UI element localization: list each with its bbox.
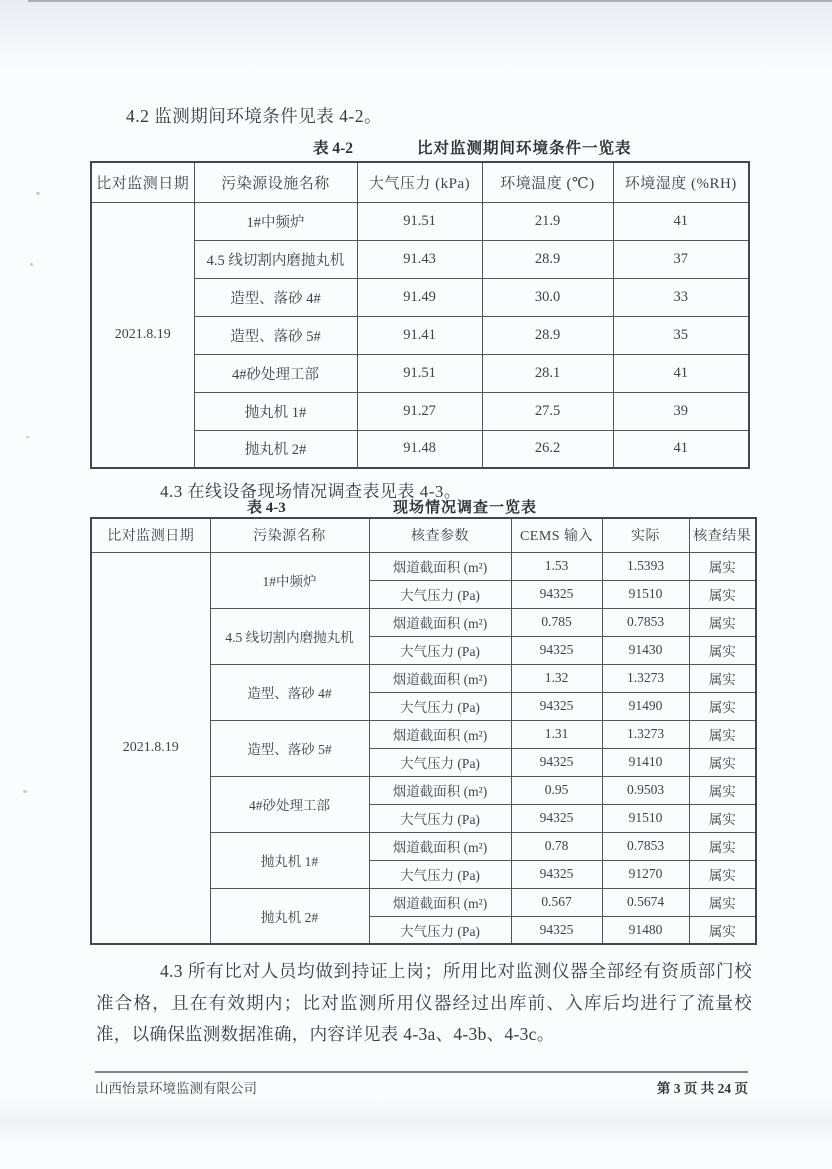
scan-speck — [36, 192, 40, 195]
humidity-cell: 41 — [613, 202, 749, 240]
scan-speck — [30, 263, 33, 266]
cems-cell: 94325 — [511, 636, 602, 664]
source-name-cell: 4.5 线切割内磨抛丸机 — [210, 608, 369, 664]
param-cell: 烟道截面积 (m²) — [369, 720, 511, 748]
section-4-2-heading: 4.2 监测期间环境条件见表 4-2。 — [126, 106, 382, 126]
actual-cell: 0.7853 — [602, 608, 689, 636]
pressure-cell: 91.51 — [357, 202, 482, 240]
result-cell: 属实 — [689, 692, 756, 720]
cems-cell: 94325 — [511, 692, 602, 720]
column-header: 污染源设施名称 — [194, 162, 357, 202]
scan-top-edge — [28, 0, 832, 2]
humidity-cell: 35 — [613, 316, 749, 354]
table-4-3-caption-label: 表 4-3 — [247, 500, 286, 516]
humidity-cell: 39 — [613, 392, 749, 430]
cems-cell: 0.567 — [511, 888, 602, 916]
param-cell: 烟道截面积 (m²) — [369, 608, 511, 636]
actual-cell: 1.5393 — [602, 552, 689, 580]
cems-cell: 1.32 — [511, 664, 602, 692]
actual-cell: 91510 — [602, 580, 689, 608]
column-header: 污染源名称 — [210, 518, 369, 552]
result-cell: 属实 — [689, 552, 756, 580]
actual-cell: 0.7853 — [602, 832, 689, 860]
cems-cell: 0.95 — [511, 776, 602, 804]
scan-speck — [23, 790, 27, 793]
pressure-cell: 91.49 — [357, 278, 482, 316]
result-cell: 属实 — [689, 916, 756, 944]
actual-cell: 91510 — [602, 804, 689, 832]
table-4-3-caption-title: 现场情况调查一览表 — [393, 500, 538, 516]
source-name-cell: 造型、落砂 5# — [210, 720, 369, 776]
column-header: 核查结果 — [689, 518, 756, 552]
result-cell: 属实 — [689, 720, 756, 748]
scan-top-band — [0, 0, 832, 70]
actual-cell: 91430 — [602, 636, 689, 664]
pressure-cell: 91.48 — [357, 430, 482, 468]
temperature-cell: 27.5 — [482, 392, 613, 430]
cems-cell: 94325 — [511, 804, 602, 832]
param-cell: 烟道截面积 (m²) — [369, 664, 511, 692]
humidity-cell: 41 — [613, 430, 749, 468]
pressure-cell: 91.51 — [357, 354, 482, 392]
result-cell: 属实 — [689, 748, 756, 776]
param-cell: 大气压力 (Pa) — [369, 692, 511, 720]
column-header: 环境温度 (℃) — [482, 162, 613, 202]
actual-cell: 91490 — [602, 692, 689, 720]
column-header: 核查参数 — [369, 518, 511, 552]
result-cell: 属实 — [689, 860, 756, 888]
actual-cell: 1.3273 — [602, 664, 689, 692]
cems-cell: 0.78 — [511, 832, 602, 860]
paragraph-4-3: 4.3 所有比对人员均做到持证上岗；所用比对监测仪器全部经有资质部门校准合格，且在有效期内；比对监测所用仪器经过出库前、入库后均进行了流量校准，以确保监测数据准确，内容详见表 4-3a、4-3b、4-3c。 — [96, 961, 752, 1044]
actual-cell: 1.3273 — [602, 720, 689, 748]
source-name-cell: 抛丸机 2# — [210, 888, 369, 944]
env-conditions-table — [90, 161, 750, 469]
actual-cell: 91480 — [602, 916, 689, 944]
result-cell: 属实 — [689, 580, 756, 608]
table-4-2-caption-title: 比对监测期间环境条件一览表 — [417, 140, 632, 157]
temperature-cell: 28.1 — [482, 354, 613, 392]
result-cell: 属实 — [689, 608, 756, 636]
column-header: 实际 — [602, 518, 689, 552]
section-4-3-intro: 4.3 在线设备现场情况调查表见表 4-3。 — [160, 482, 462, 501]
cems-cell: 94325 — [511, 580, 602, 608]
param-cell: 大气压力 (Pa) — [369, 860, 511, 888]
cems-cell: 1.31 — [511, 720, 602, 748]
result-cell: 属实 — [689, 832, 756, 860]
table-row — [91, 202, 749, 240]
result-cell: 属实 — [689, 664, 756, 692]
pressure-cell: 91.43 — [357, 240, 482, 278]
source-name-cell: 4#砂处理工部 — [210, 776, 369, 832]
param-cell: 大气压力 (Pa) — [369, 748, 511, 776]
result-cell: 属实 — [689, 636, 756, 664]
pressure-cell: 91.27 — [357, 392, 482, 430]
actual-cell: 91410 — [602, 748, 689, 776]
cems-cell: 94325 — [511, 860, 602, 888]
temperature-cell: 26.2 — [482, 430, 613, 468]
site-survey-table — [90, 517, 757, 945]
source-name-cell: 抛丸机 2# — [194, 430, 357, 468]
table-4-2-caption-label: 表 4-2 — [313, 140, 354, 157]
source-name-cell: 1#中频炉 — [210, 552, 369, 608]
param-cell: 烟道截面积 (m²) — [369, 888, 511, 916]
table-header-row — [91, 162, 749, 202]
humidity-cell: 33 — [613, 278, 749, 316]
param-cell: 大气压力 (Pa) — [369, 636, 511, 664]
temperature-cell: 28.9 — [482, 316, 613, 354]
column-header: 环境湿度 (%RH) — [613, 162, 749, 202]
source-name-cell: 4.5 线切割内磨抛丸机 — [194, 240, 357, 278]
pressure-cell: 91.41 — [357, 316, 482, 354]
temperature-cell: 30.0 — [482, 278, 613, 316]
source-name-cell: 1#中频炉 — [194, 202, 357, 240]
humidity-cell: 37 — [613, 240, 749, 278]
humidity-cell: 41 — [613, 354, 749, 392]
source-name-cell: 造型、落砂 4# — [194, 278, 357, 316]
column-header: 比对监测日期 — [91, 162, 194, 202]
scan-speck — [26, 436, 29, 438]
scan-bottom-band — [0, 1096, 832, 1144]
cems-cell: 94325 — [511, 748, 602, 776]
param-cell: 大气压力 (Pa) — [369, 804, 511, 832]
param-cell: 大气压力 (Pa) — [369, 916, 511, 944]
result-cell: 属实 — [689, 804, 756, 832]
temperature-cell: 21.9 — [482, 202, 613, 240]
param-cell: 烟道截面积 (m²) — [369, 832, 511, 860]
source-name-cell: 4#砂处理工部 — [194, 354, 357, 392]
table-row — [91, 552, 756, 580]
footer-divider — [95, 1071, 748, 1073]
cems-cell: 1.53 — [511, 552, 602, 580]
actual-cell: 0.5674 — [602, 888, 689, 916]
column-header: 比对监测日期 — [91, 518, 210, 552]
param-cell: 烟道截面积 (m²) — [369, 776, 511, 804]
column-header: 大气压力 (kPa) — [357, 162, 482, 202]
column-header: CEMS 输入 — [511, 518, 602, 552]
footer-company-name: 山西怡景环境监测有限公司 — [95, 1081, 257, 1096]
actual-cell: 0.9503 — [602, 776, 689, 804]
param-cell: 大气压力 (Pa) — [369, 580, 511, 608]
param-cell: 烟道截面积 (m²) — [369, 552, 511, 580]
source-name-cell: 造型、落砂 4# — [210, 664, 369, 720]
footer-page-number: 第 3 页 共 24 页 — [656, 1081, 748, 1096]
actual-cell: 91270 — [602, 860, 689, 888]
result-cell: 属实 — [689, 888, 756, 916]
result-cell: 属实 — [689, 776, 756, 804]
date-cell: 2021.8.19 — [91, 202, 194, 468]
source-name-cell: 造型、落砂 5# — [194, 316, 357, 354]
cems-cell: 94325 — [511, 916, 602, 944]
temperature-cell: 28.9 — [482, 240, 613, 278]
cems-cell: 0.785 — [511, 608, 602, 636]
table-header-row — [91, 518, 756, 552]
source-name-cell: 抛丸机 1# — [194, 392, 357, 430]
date-cell: 2021.8.19 — [91, 552, 210, 944]
source-name-cell: 抛丸机 1# — [210, 832, 369, 888]
